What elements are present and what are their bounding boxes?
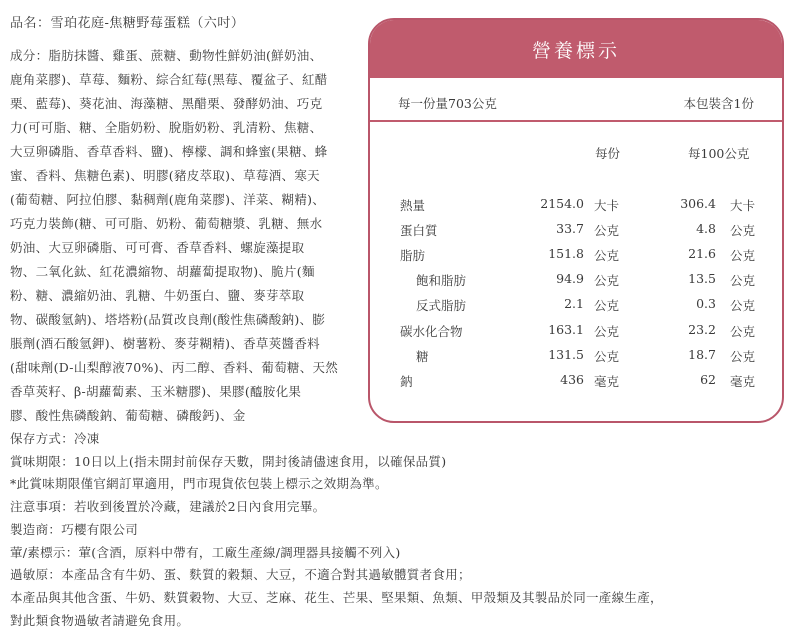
unit-per-100g: 公克 bbox=[730, 248, 756, 264]
unit-per-100g: 公克 bbox=[730, 298, 756, 314]
note-line: 本產品與其他含蛋、牛奶、麩質穀物、大豆、芝麻、花生、芒果、堅果類、魚類、甲殼類及其製品於同一產線生產， bbox=[10, 589, 663, 605]
nutrient-name: 反式脂肪 bbox=[416, 298, 467, 314]
unit-per-100g: 公克 bbox=[730, 348, 756, 364]
column-header-per-serving: 每份 bbox=[595, 146, 621, 161]
nutrient-name: 糖 bbox=[416, 348, 429, 364]
value-per-serving: 151.8 bbox=[548, 246, 584, 262]
unit-per-100g: 毫克 bbox=[730, 373, 756, 389]
value-per-serving: 2.1 bbox=[564, 296, 584, 312]
value-per-100g: 23.2 bbox=[688, 321, 716, 337]
unit-per-100g: 公克 bbox=[730, 273, 756, 289]
note-line: *此賞味期限僅官網訂單適用，門市現貨依包裝上標示之效期為準。 bbox=[10, 476, 388, 492]
nutrient-name: 飽和脂肪 bbox=[416, 273, 467, 289]
note-line: 保存方式：冷凍 bbox=[10, 431, 100, 446]
unit-per-serving: 公克 bbox=[594, 348, 620, 364]
unit-per-serving: 公克 bbox=[594, 298, 620, 314]
value-per-100g: 0.3 bbox=[696, 296, 716, 312]
note-line: 製造商：巧櫻有限公司 bbox=[10, 521, 139, 537]
product-notes bbox=[10, 428, 790, 632]
nutrition-row bbox=[370, 196, 782, 220]
nutrient-name: 熱量 bbox=[400, 198, 426, 213]
ingredients-line: 奶油、大豆卵磷脂、可可膏、香草香料、螺旋藻提取 bbox=[10, 240, 305, 255]
note-line: 對此類食物過敏者請避免食用。 bbox=[10, 612, 190, 628]
unit-per-100g: 公克 bbox=[730, 223, 756, 239]
value-per-100g: 62 bbox=[700, 371, 716, 387]
unit-per-serving: 毫克 bbox=[594, 373, 620, 389]
ingredients-line: 鹿角菜膠)、草莓、麵粉、綜合紅莓(黑莓、覆盆子、紅醋 bbox=[10, 72, 328, 87]
unit-per-serving: 公克 bbox=[594, 273, 620, 289]
nutrition-title: 營養標示 bbox=[370, 20, 782, 78]
nutrition-row bbox=[370, 296, 782, 320]
unit-per-100g: 公克 bbox=[730, 323, 756, 339]
nutrient-name: 碳水化合物 bbox=[400, 323, 463, 339]
ingredients-line: 大豆卵磷脂、香草香料、鹽)、檸檬、調和蜂蜜(果糖、蜂 bbox=[10, 144, 328, 159]
unit-per-serving: 公克 bbox=[594, 248, 620, 264]
value-per-100g: 306.4 bbox=[680, 196, 716, 211]
note-line: 葷/素標示：葷(含酒，原料中帶有，工廠生產線/調理器具接觸不列入) bbox=[10, 544, 401, 560]
value-per-serving: 2154.0 bbox=[540, 196, 584, 211]
ingredients-line: 栗、藍莓)、葵花油、海藻糖、黑醋栗、發酵奶油、巧克 bbox=[10, 96, 323, 111]
product-name: 品名：雪珀花庭-焦糖野莓蛋糕（六吋） bbox=[10, 16, 245, 31]
ingredients-line: 膠、酸性焦磷酸鈉、葡萄糖、磷酸鈣)、金 bbox=[10, 408, 246, 423]
ingredients-line: 巧克力裝飾(糖、可可脂、奶粉、葡萄糖漿、乳糖、無水 bbox=[10, 216, 323, 231]
serving-info bbox=[398, 94, 754, 112]
value-per-serving: 163.1 bbox=[548, 321, 584, 337]
value-per-serving: 436 bbox=[560, 371, 584, 387]
ingredients-line: 物、二氧化鈦、紅花濃縮物、胡蘿蔔提取物)、脆片(麵 bbox=[10, 264, 315, 279]
nutrient-name: 鈉 bbox=[400, 373, 413, 389]
value-per-100g: 21.6 bbox=[688, 246, 716, 262]
nutrition-row bbox=[370, 221, 782, 245]
ingredients-line: 脹劑(酒石酸氫鉀)、樹薯粉、麥芽糊精)、香草莢醬香料 bbox=[10, 336, 320, 351]
nutrient-name: 蛋白質 bbox=[400, 223, 438, 239]
ingredients-line: 物、碳酸氫鈉)、塔塔粉(品質改良劑(酸性焦磷酸鈉)、膨 bbox=[10, 312, 326, 327]
value-per-100g: 18.7 bbox=[688, 346, 716, 362]
note-line: 賞味期限：10日以上(指未開封前保存天數，開封後請儘速食用，以確保品質) bbox=[10, 453, 447, 469]
nutrition-row bbox=[370, 372, 782, 396]
value-per-100g: 4.8 bbox=[696, 221, 716, 237]
nutrient-name: 脂肪 bbox=[400, 248, 426, 264]
note-line: 過敏原：本產品含有牛奶、蛋、麩質的穀類、大豆，不適合對其過敏體質者食用； bbox=[10, 567, 471, 583]
unit-per-serving: 公克 bbox=[594, 323, 620, 339]
nutrition-row bbox=[370, 271, 782, 295]
ingredients-text bbox=[10, 44, 358, 428]
value-per-serving: 94.9 bbox=[556, 271, 584, 287]
servings-per-pack: 本包裝含1份 bbox=[683, 96, 754, 111]
column-header-per-100g: 每100公克 bbox=[688, 146, 750, 161]
nutrition-facts-panel bbox=[368, 18, 784, 423]
unit-per-serving: 公克 bbox=[594, 223, 620, 239]
value-per-100g: 13.5 bbox=[688, 271, 716, 287]
ingredients-line: 力(可可脂、糖、全脂奶粉、脫脂奶粉、乳清粉、焦糖、 bbox=[10, 120, 323, 135]
nutrition-divider bbox=[370, 120, 782, 122]
value-per-serving: 33.7 bbox=[556, 221, 584, 237]
note-line: 注意事項：若收到後置於冷藏，建議於2日內食用完畢。 bbox=[10, 499, 326, 515]
nutrition-row bbox=[370, 347, 782, 371]
unit-per-100g: 大卡 bbox=[730, 198, 756, 213]
ingredients-line: 蜜、香料、焦糖色素)、明膠(豬皮萃取)、草莓酒、寒天 bbox=[10, 168, 320, 183]
ingredients-line: 成分：脂肪抹醬、雞蛋、蔗糖、動物性鮮奶油(鮮奶油、 bbox=[10, 48, 323, 63]
ingredients-line: (葡萄糖、阿拉伯膠、黏稠劑(鹿角菜膠)、洋菜、糊精)、 bbox=[10, 192, 326, 207]
ingredients-line: (甜味劑(D-山梨醇液70%)、丙二醇、香料、葡萄糖、天然 bbox=[10, 360, 339, 375]
serving-size: 每一份量703公克 bbox=[398, 96, 497, 111]
nutrition-row bbox=[370, 322, 782, 346]
ingredients-line: 粉、糖、濃縮奶油、乳糖、牛奶蛋白、鹽、麥芽萃取 bbox=[10, 288, 305, 303]
unit-per-serving: 大卡 bbox=[594, 198, 620, 213]
value-per-serving: 131.5 bbox=[548, 346, 584, 362]
nutrition-row bbox=[370, 246, 782, 270]
ingredients-line: 香草莢籽、β-胡蘿蔔素、玉米糖膠)、果膠(醯胺化果 bbox=[10, 384, 302, 399]
